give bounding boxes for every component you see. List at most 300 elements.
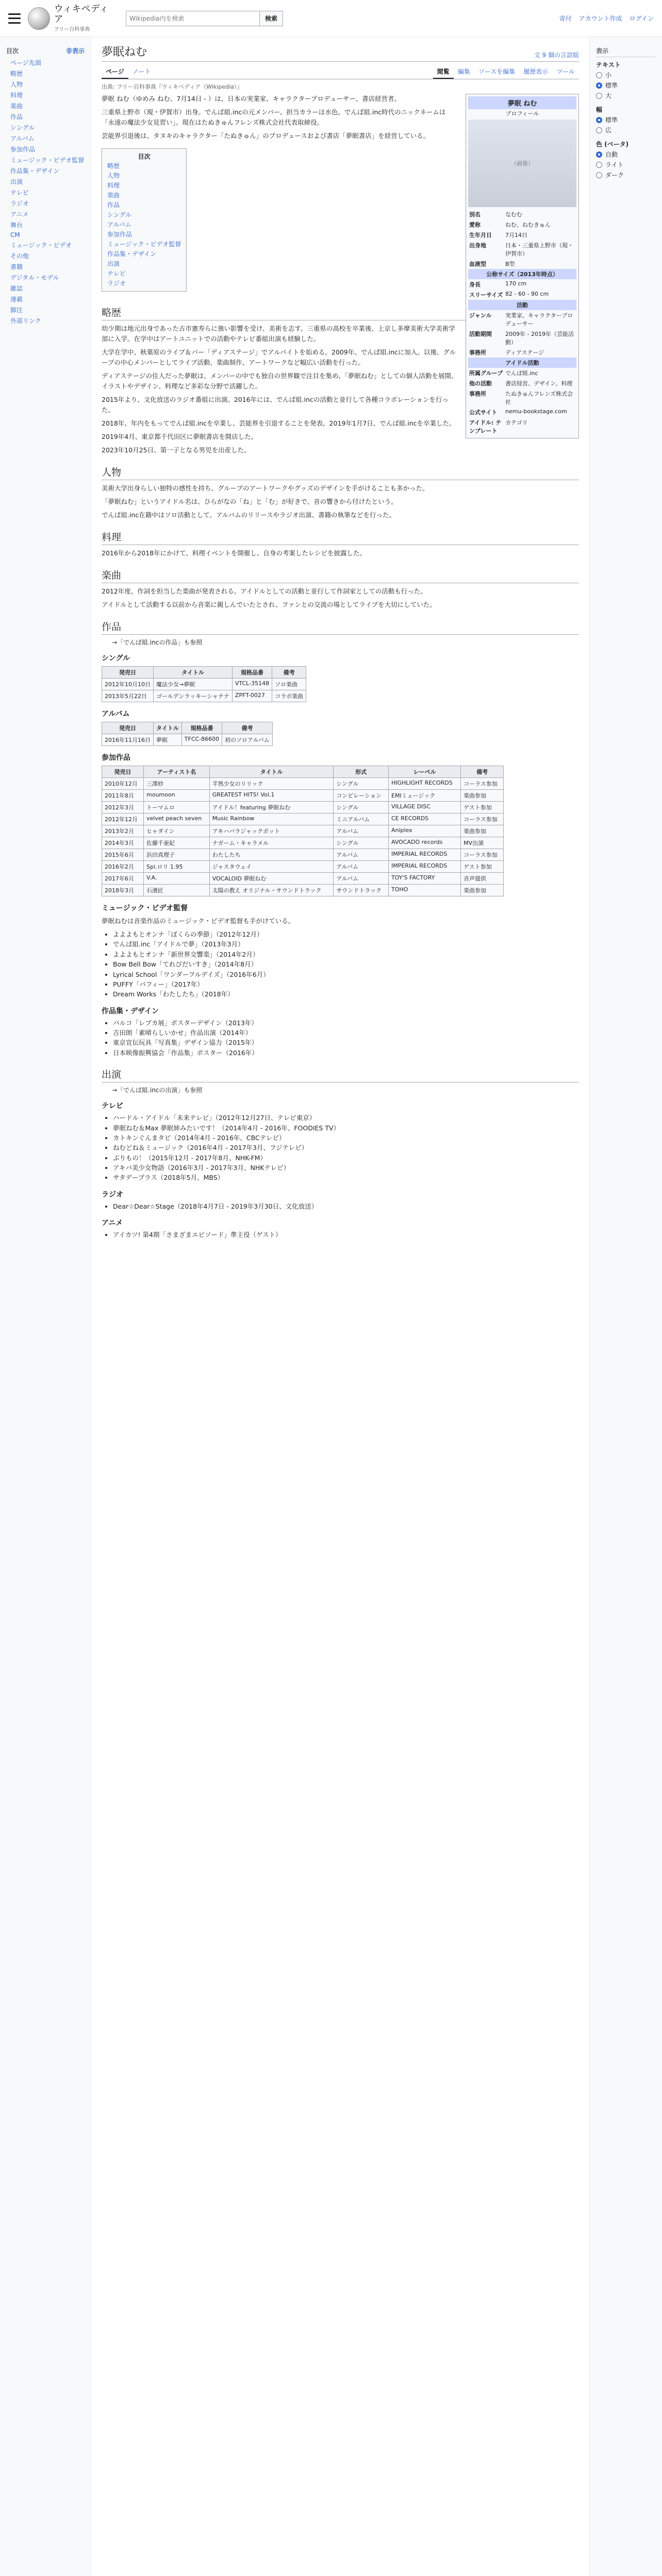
infobox-row [468, 368, 576, 378]
list-item: • よよよもとオンナ「新世界交響楽」（2014年2月） [113, 950, 579, 959]
table-cell[interactable]: V.A. [144, 873, 210, 885]
section-heading-appearances: 出演 [102, 1067, 579, 1082]
infobox-value: 170 cm [505, 280, 527, 287]
table-row [102, 861, 504, 873]
column-header: 備考 [461, 766, 504, 778]
infobox-value: 7月14日 [505, 232, 527, 239]
anime-list [113, 1230, 579, 1240]
infobox-row [468, 290, 576, 300]
table-row [102, 825, 504, 837]
table-cell: アルバム [334, 873, 389, 885]
table-cell[interactable]: Spi.ロリ 1.95 [144, 861, 210, 873]
table-cell: サウンドトラック [334, 885, 389, 896]
profile-photo[interactable]: （画像） [468, 120, 576, 207]
table-cell: HIGHLIGHT RECORDS [389, 778, 461, 790]
radio-icon [596, 162, 602, 168]
toc-entry[interactable]: 略歴 [107, 162, 120, 170]
list-item: • Lyrical School「ワンダーフルデイズ」（2016年6月） [113, 970, 579, 979]
infobox-label: ジャンル [469, 312, 492, 319]
table-cell: TOY'S FACTORY [389, 873, 461, 885]
table-row [102, 778, 504, 790]
section-paragraph: アイドルとして活動する以前から音楽に親しんでいたとされ、ファンとの交流の場としてライブを大切にしていた。 [102, 601, 436, 608]
section-paragraph: 美術大学出身らしい独特の感性を持ち、グループのアートワークやグッズのデザインを手がけることも多かった。 [102, 484, 429, 492]
table-cell[interactable]: 石濱匠 [144, 885, 210, 896]
infobox-value: たぬきゅんフレンズ株式会社 [505, 391, 573, 405]
list-item: • 東京宣伝玩具「写真集」デザイン協力（2015年） [113, 1038, 579, 1047]
list-item: • よよよもとオンナ「ぼくらの季節」（2012年12月） [113, 929, 579, 939]
collab-table [102, 766, 504, 896]
infobox-section: アイドル活動 [468, 358, 576, 368]
radio-list [113, 1201, 579, 1211]
table-cell: VOCALOID 夢眠ねむ [209, 873, 334, 885]
color-auto[interactable]: 自動 [596, 150, 656, 159]
infobox-value: でんぱ組.inc [505, 370, 538, 377]
table-cell: 2016年2月 [102, 861, 144, 873]
toc-sidebar-item[interactable]: 作品 [10, 113, 23, 121]
infobox-label: 事務所 [469, 391, 486, 397]
section-paragraph: 2012年度、作詞を担当した楽曲が発表される。アイドルとしての活動と並行して作詞家としての活動も行った。 [102, 587, 427, 595]
toc-sidebar-item[interactable]: 料理 [10, 92, 23, 99]
table-cell: コーラス参加 [461, 814, 504, 825]
toc-sidebar-item[interactable]: アルバム [10, 135, 35, 142]
create-account-link[interactable]: アカウント作成 [578, 15, 622, 22]
table-cell: 2012年12月 [102, 814, 144, 825]
table-cell[interactable]: 浜田真理子 [144, 849, 210, 861]
table-row [102, 837, 504, 849]
column-header: 発売日 [102, 722, 154, 734]
table-row [102, 690, 306, 702]
table-cell: 2018年3月 [102, 885, 144, 896]
intro-paragraph: 三重県上野市（現・伊賀市）出身。でんぱ組.incの元メンバー。担当カラーは水色。でんぱ組.inc時代のニックネームは「永遠の魔法少女見習い」。現在はたぬきゅんフレンズ株式会社代表取締役。 [102, 108, 446, 126]
table-row [102, 790, 504, 802]
table-cell[interactable]: 魔法少女→夢眠 [154, 679, 233, 690]
section-heading-radio: ラジオ [102, 1190, 123, 1199]
toc-sidebar-list [6, 57, 85, 326]
toc-sidebar-item[interactable]: 出演 [10, 178, 23, 185]
toc-entry[interactable]: 作品集・デザイン [107, 250, 157, 258]
width-label: 幅 [596, 106, 603, 113]
section-paragraph: でんぱ組.inc在籍中はソロ活動として、アルバムのリリースやラジオ出演、書籍の執筆などを行った。 [102, 511, 395, 519]
table-cell[interactable]: moumoon [144, 790, 210, 802]
table-cell: VILLAGE DISC [389, 802, 461, 814]
table-row [102, 802, 504, 814]
infobox-label: 事務所 [469, 349, 486, 356]
list-item: • カトキンぐんまタビ（2014年4月 - 2016年、CBCテレビ） [113, 1133, 579, 1143]
column-header: タイトル [154, 667, 233, 679]
radio-selected-icon [596, 117, 602, 123]
section-paragraph: 2016年から2018年にかけて、料理イベントを開催し、自身の考案したレシピを披露した。 [102, 549, 367, 557]
column-header: 備考 [222, 722, 273, 734]
singles-table [102, 666, 306, 702]
toc-sidebar-item[interactable]: 書籍 [10, 263, 23, 270]
tab-page[interactable]: ページ [102, 65, 128, 79]
table-cell: 太陽の教え オリジナル・サウンドトラック [209, 885, 334, 896]
toc-sidebar-item[interactable]: 連載 [10, 296, 23, 303]
infobox-section: 活動 [468, 300, 576, 310]
toc-sidebar-item[interactable]: ページ先頭 [10, 59, 41, 66]
toc-entry[interactable]: 作品 [107, 201, 120, 209]
section-paragraph: 2019年4月、東京都千代田区に夢眠書店を開店した。 [102, 433, 258, 440]
section-heading-albums: アルバム [102, 710, 130, 718]
text-size-label: テキスト [596, 61, 621, 69]
column-header: レーベル [389, 766, 461, 778]
toc-sidebar-item[interactable]: 外部リンク [10, 317, 41, 325]
column-header: 発売日 [102, 766, 144, 778]
table-cell: IMPERIAL RECORDS [389, 861, 461, 873]
mv-list [113, 929, 579, 999]
infobox-row [468, 378, 576, 388]
table-row [102, 885, 504, 896]
table-row [102, 679, 306, 690]
table-cell: コーラス参加 [461, 778, 504, 790]
list-item: • ねむどね＆ミュージック（2016年4月 - 2017年3月、フジテレビ） [113, 1143, 579, 1153]
radio-icon [596, 127, 602, 133]
mv-intro: 夢眠ねむは音楽作品のミュージック・ビデオ監督も手がけている。 [102, 917, 295, 925]
source-note: 出典: フリー百科事典『ウィキペディア（Wikipedia）』 [102, 83, 243, 90]
table-cell: 楽曲参加 [461, 790, 504, 802]
infobox-row [468, 329, 576, 347]
tab-history[interactable]: 履歴表示 [523, 68, 549, 75]
infobox-value: nemu-bookstage.com [505, 408, 567, 415]
logo-subtitle: フリー百科事典 [54, 26, 90, 32]
section-paragraph: 2023年10月25日、第一子となる男児を出産した。 [102, 446, 251, 454]
tv-list [113, 1113, 579, 1183]
table-cell: Aniplex [389, 825, 461, 837]
table-cell: IMPERIAL RECORDS [389, 849, 461, 861]
infobox-row [468, 279, 576, 290]
infobox-value: 82 - 60 - 90 cm [505, 291, 549, 297]
radio-selected-icon [596, 82, 602, 89]
search-button[interactable]: 検索 [260, 11, 283, 26]
table-cell: ゲスト参加 [461, 802, 504, 814]
design-list [113, 1018, 579, 1058]
infobox-label: 所属グループ [469, 370, 503, 377]
infobox-value: B型 [505, 261, 515, 267]
infobox-row [468, 219, 576, 230]
text-size-standard[interactable]: 標準 [596, 81, 656, 90]
infobox-row [468, 358, 576, 368]
table-cell: VTCL-35148 [232, 679, 272, 690]
infobox-label: スリーサイズ [469, 292, 503, 298]
infobox-value: ディアステージ [505, 349, 544, 356]
table-cell: コーラス参加 [461, 849, 504, 861]
section-paragraph: 2018年、年内をもってでんぱ組.incを卒業し、芸能界を引退することを発表。2019年1月7日、でんぱ組.incを卒業した。 [102, 419, 456, 427]
appearance-heading-label: 表示 [596, 47, 609, 55]
table-cell: アルバム [334, 861, 389, 873]
infobox-value: 日本・三重県上野市（現・伊賀市） [505, 242, 573, 257]
toc-entry[interactable]: 料理 [107, 182, 120, 189]
toc-title: 目次 [138, 153, 151, 160]
toc-sidebar-item[interactable]: 脚注 [10, 307, 23, 314]
infobox-label: 愛称 [469, 222, 481, 228]
tab-talk[interactable]: ノート [132, 68, 151, 75]
table-cell: ゲスト参加 [461, 861, 504, 873]
toc-entry[interactable]: ラジオ [107, 280, 126, 287]
toc-entry[interactable]: 楽曲 [107, 192, 120, 199]
toc-sidebar-item[interactable]: CM [10, 231, 20, 239]
search-form [126, 11, 283, 26]
toc-heading-label: 目次 [6, 47, 19, 55]
toc-sidebar [0, 37, 91, 330]
table-cell: 2017年6月 [102, 873, 144, 885]
hatnote-appearances[interactable]: →「でんぱ組.incの出演」も参照 [112, 1087, 203, 1094]
toc-sidebar-item[interactable]: 作品集・デザイン [10, 167, 60, 175]
list-item: • 日本映像振興協会「作品集」ポスター（2016年） [113, 1048, 579, 1058]
toc-sidebar-item[interactable]: シングル [10, 124, 35, 131]
column-header: 規格品番 [181, 722, 222, 734]
toc-sidebar-item[interactable]: デジタル・モデル [10, 274, 59, 281]
table-cell[interactable]: 夢眠 [154, 734, 182, 746]
list-item: • パルコ「レプカ展」ポスターデザイン（2013年） [113, 1018, 579, 1028]
radio-icon [596, 93, 602, 99]
infobox-section: 公称サイズ（2013年時点） [468, 269, 576, 279]
menu-icon[interactable] [8, 13, 21, 24]
toc-sidebar-item[interactable]: 人物 [10, 81, 23, 88]
inline-toc [102, 148, 187, 292]
list-item: • Dear☆Dear☆Stage（2018年4月7日 - 2019年3月30日、文化放送） [113, 1201, 579, 1211]
user-nav [559, 14, 654, 23]
table-cell[interactable]: トーマムロ [144, 802, 210, 814]
table-cell: 2016年11月16日 [102, 734, 154, 746]
column-header: 発売日 [102, 667, 154, 679]
infobox-row [468, 347, 576, 358]
language-button[interactable]: 文 9 個の言語版 [534, 52, 579, 59]
infobox-name: 夢眠 ねむ [468, 96, 576, 109]
table-cell[interactable]: 三澤紗 [144, 778, 210, 790]
infobox-value: なむむ [505, 211, 522, 218]
table-cell: Music Rainbow [209, 814, 334, 825]
section-heading: 人物 [102, 465, 579, 480]
table-cell: MV出演 [461, 837, 504, 849]
color-label: 色 (ベータ) [596, 141, 629, 148]
toc-sidebar-item[interactable]: 参加作品 [10, 146, 36, 153]
table-cell[interactable]: 佐藤千亜妃 [144, 837, 210, 849]
globe-logo-icon [28, 7, 50, 30]
section-heading-mv: ミュージック・ビデオ監督 [102, 904, 188, 912]
infobox-row [468, 230, 576, 240]
toc-sidebar-heading [6, 46, 85, 55]
infobox-label: 他の活動 [469, 380, 492, 387]
column-header: 形式 [334, 766, 389, 778]
list-item: • サタデープラス（2018年5月、MBS） [113, 1173, 579, 1182]
table-cell: 2012年10月10日 [102, 679, 154, 690]
table-cell: わたしたち [209, 849, 334, 861]
toc-sidebar-item[interactable]: ミュージック・ビデオ [10, 242, 72, 249]
list-item: • 吉田朗「素晴らしいかせ」作品出演（2014年） [113, 1028, 579, 1038]
section-heading: 料理 [102, 530, 579, 545]
infobox-value: 書店経営、デザイン、料理 [505, 380, 573, 387]
infobox-row [468, 310, 576, 329]
toc-entry[interactable]: 人物 [107, 172, 120, 179]
table-cell: 2013年2月 [102, 825, 144, 837]
section-heading-collab: 参加作品 [102, 754, 130, 762]
infobox-value: カテゴリ [505, 419, 528, 426]
infobox-label: 身長 [469, 281, 481, 288]
table-cell: ミニアルバム [334, 814, 389, 825]
column-header: タイトル [209, 766, 334, 778]
table-cell: ZPFT-0027 [232, 690, 272, 702]
infobox-table [468, 209, 576, 436]
list-item: • PUFFY「パフィー」（2017年） [113, 979, 579, 989]
table-cell[interactable]: ゴールデンラッキーシャナナ [154, 690, 233, 702]
table-cell: 2012年3月 [102, 802, 144, 814]
infobox-label: 血液型 [469, 261, 486, 267]
wikipedia-logo[interactable] [28, 4, 115, 32]
infobox-row [468, 259, 576, 269]
infobox-row [468, 407, 576, 417]
infobox-label: 別名 [469, 211, 481, 218]
column-header: アーティスト名 [144, 766, 210, 778]
table-cell: シングル [334, 778, 389, 790]
infobox [466, 94, 579, 438]
table-cell: EMIミュージック [389, 790, 461, 802]
table-cell: 音声提供 [461, 873, 504, 885]
table-cell: TFCC-86600 [181, 734, 222, 746]
radio-icon [596, 172, 602, 178]
section-paragraph: 2015年より、文化放送のラジオ番組に出演。2016年には、でんぱ組.incの活動と並行して各種コラボレーションを行った。 [102, 396, 449, 414]
intro-paragraph: 芸能界引退後は、タヌキのキャラクター「たぬきゅん」のプロデュースおよび書店「夢眠書店」を経営している。 [102, 132, 430, 140]
table-cell: アキハバラジャックポット [209, 825, 334, 837]
infobox-row [468, 209, 576, 219]
width-standard[interactable]: 標準 [596, 115, 656, 124]
infobox-row [468, 417, 576, 436]
tab-read[interactable]: 閲覧 [433, 65, 454, 79]
donate-link[interactable]: 寄付 [559, 15, 572, 22]
section-heading: 楽曲 [102, 568, 579, 583]
table-cell: CE RECORDS [389, 814, 461, 825]
list-item: • ハードル・アイドル「未来テレビ」（2012年12月27日、テレビ東京） [113, 1113, 579, 1123]
list-item: • でんぱ組.inc「アイドルで夢」（2013年3月） [113, 939, 579, 949]
toc-entry[interactable]: シングル [107, 211, 132, 218]
table-cell: コンピレーション [334, 790, 389, 802]
table-cell: シングル [334, 837, 389, 849]
infobox-value: 2009年 - 2019年（芸能活動） [505, 331, 574, 346]
table-cell: 2014年3月 [102, 837, 144, 849]
section-heading-tv: テレビ [102, 1102, 123, 1111]
column-header: 備考 [272, 667, 306, 679]
section-paragraph: 幼少期は地元出身であった古市憲寿らに強い影響を受け、美術を志す。三重県の高校を卒業後、上京し多摩美術大学美術学部に入学。在学中はアートユニットでの活動やテレビ番組出演も経験した。 [102, 325, 455, 343]
table-cell: コラボ楽曲 [272, 690, 306, 702]
tab-edit[interactable]: 編集 [457, 68, 470, 75]
infobox-label: アイドル: テンプレート [469, 419, 502, 434]
toc-entry[interactable]: 参加作品 [107, 231, 133, 238]
toc-entry[interactable]: ミュージック・ビデオ監督 [107, 241, 181, 248]
table-cell: GREATEST HITS! Vol.1 [209, 790, 334, 802]
infobox-value: 実業家、キャラクタープロデューサー [505, 312, 573, 327]
infobox-subtitle: プロフィール [505, 110, 539, 117]
infobox-label: 公式サイト [469, 409, 498, 416]
section-heading-anime: アニメ [102, 1219, 123, 1228]
table-cell: アルバム [334, 825, 389, 837]
infobox-row [468, 269, 576, 279]
page-title: 夢眠ねむ [102, 46, 147, 59]
infobox-value: ねむ、ねむきゅん [505, 222, 551, 228]
table-cell: アルバム [334, 849, 389, 861]
hatnote-works[interactable]: →「でんぱ組.incの作品」も参照 [112, 639, 203, 646]
toc-hide-button[interactable]: 非表示 [65, 47, 85, 55]
toc-entry[interactable]: 出演 [107, 260, 120, 267]
section-heading-design: 作品集・デザイン [102, 1007, 159, 1015]
table-cell: 2015年6月 [102, 849, 144, 861]
table-cell: ナガーム・キャラメル [209, 837, 334, 849]
section-heading-works: 作品 [102, 619, 579, 635]
table-cell: TOHO [389, 885, 461, 896]
page-tabs [102, 65, 579, 79]
list-item: • 夢眠ねむ＆Max 夢眠姉みたいです！（2014年4月 - 2016年、FOODIES TV） [113, 1123, 579, 1133]
table-cell: 2013年5月22日 [102, 690, 154, 702]
list-item: • アイカツ! 第4期「さまざまエピソード」準主役（ゲスト） [113, 1230, 579, 1240]
toc-sidebar-item[interactable]: ラジオ [10, 200, 29, 207]
section-paragraph: ディアステージの住人だった夢眠は、メンバーの中でも独自の世界観で注目を集め、「夢眠ねむ」としての個人活動を展開。イラストやデザイン、料理など多彩な分野で活躍した。 [102, 372, 458, 390]
section-heading-singles: シングル [102, 654, 130, 663]
toc-sidebar-item[interactable]: 略歴 [10, 70, 23, 77]
table-cell: 楽曲参加 [461, 885, 504, 896]
tab-edit-source[interactable]: ソースを編集 [478, 68, 516, 75]
toc-sidebar-item[interactable]: ミュージック・ビデオ監督 [10, 157, 85, 164]
appearance-sidebar [590, 37, 662, 185]
toc-sidebar-item[interactable]: テレビ [10, 189, 29, 196]
toc-entry[interactable]: アルバム [107, 221, 131, 228]
table-cell[interactable]: velvet peach seven [144, 814, 210, 825]
table-header-row [102, 667, 306, 679]
table-cell: アイドル！featuring 夢眠ねむ [209, 802, 334, 814]
color-light[interactable]: ライト [596, 160, 656, 169]
toc-sidebar-item[interactable]: 楽曲 [10, 103, 23, 110]
intro-paragraph: 夢眠 ねむ（ゆめみ ねむ、7月14日 - ）は、日本の実業家、キャラクタープロデューサー、書店経営者。 [102, 95, 401, 103]
toc-sidebar-item[interactable]: 舞台 [10, 222, 23, 229]
list-item: • ぶりもの！（2015年12月 - 2017年8月、NHK-FM） [113, 1153, 579, 1163]
table-cell: 初のソロアルバム [222, 734, 273, 746]
table-cell: ソロ楽曲 [272, 679, 306, 690]
table-row [102, 849, 504, 861]
table-cell: シングル [334, 802, 389, 814]
table-row [102, 814, 504, 825]
table-cell: 半熟少女のリリック [209, 778, 334, 790]
color-dark[interactable]: ダーク [596, 171, 656, 179]
infobox-row [468, 240, 576, 259]
toc-sidebar-item[interactable]: アニメ [10, 211, 29, 218]
appearance-heading [596, 46, 656, 57]
text-size-small[interactable]: 小 [596, 71, 656, 79]
login-link[interactable]: ログイン [629, 15, 654, 22]
width-wide[interactable]: 広 [596, 126, 656, 134]
tab-tools[interactable]: ツール [556, 68, 575, 75]
table-cell: AVOCADO records [389, 837, 461, 849]
infobox-label: 生年月日 [469, 232, 492, 239]
table-row [102, 873, 504, 885]
toc-sidebar-item[interactable]: その他 [10, 252, 29, 260]
column-header: 規格品番 [232, 667, 272, 679]
table-cell: 2011年8月 [102, 790, 144, 802]
text-size-large[interactable]: 大 [596, 91, 656, 100]
logo-title: ウィキペディア [54, 4, 109, 25]
search-input[interactable]: Wikipedia内を検索 [126, 11, 260, 26]
list-item: • アキバ美少女物語（2016年3月 - 2017年3月、NHKテレビ） [113, 1163, 579, 1173]
column-header: タイトル [154, 722, 182, 734]
table-cell[interactable]: ヒャダイン [144, 825, 210, 837]
radio-selected-icon [596, 151, 602, 158]
infobox-label: 活動期間 [469, 331, 492, 337]
table-cell: ジャスタウェイ [209, 861, 334, 873]
article-content [91, 37, 590, 2576]
site-header [0, 0, 662, 37]
toc-entry[interactable]: テレビ [107, 270, 126, 277]
toc-sidebar-item[interactable]: 雑誌 [10, 285, 23, 292]
table-cell: 楽曲参加 [461, 825, 504, 837]
radio-icon [596, 72, 602, 78]
table-row [102, 734, 273, 746]
section-paragraph: 「夢眠ねむ」というアイドル名は、ひらがなの「ね」と「む」が好きで、音の響きから付けたという。 [102, 498, 398, 505]
